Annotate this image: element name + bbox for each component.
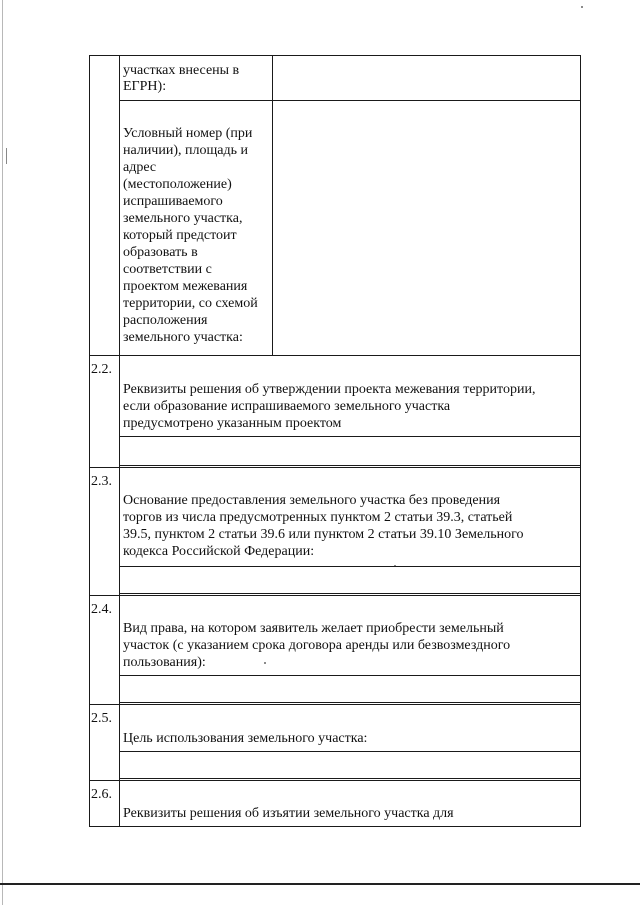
table-answer-separator — [119, 566, 581, 567]
conditional-number-label-line: расположения — [123, 313, 208, 328]
section-number: 2.6. — [91, 787, 112, 802]
table-answer-bottom — [119, 702, 581, 703]
table-divider-number-column — [119, 55, 120, 827]
scan-dot — [581, 6, 583, 8]
section-label-line: Вид права, на котором заявитель желает приобрести земельный — [123, 621, 504, 636]
conditional-number-label-line: наличии), площадь и — [123, 143, 248, 158]
continuation-label-line: ЕГРН): — [123, 79, 167, 94]
table-row-separator — [119, 100, 581, 101]
section-label-line: Цель использования земельного участка: — [123, 731, 368, 746]
section-label-line: Реквизиты решения об изъятии земельного участка для — [123, 806, 454, 821]
section-label-line: кодекса Российской Федерации: — [123, 544, 315, 559]
table-section-separator — [89, 595, 581, 596]
conditional-number-label-line: земельного участка: — [123, 330, 243, 345]
table-bottom-border — [89, 826, 581, 827]
conditional-number-label-line: который предстоит — [123, 228, 237, 243]
table-answer-separator — [119, 751, 581, 752]
table-section-separator — [89, 467, 581, 468]
conditional-number-label-line: территории, со схемой — [123, 296, 258, 311]
table-top-border — [89, 55, 581, 56]
section-label-line: предусмотрено указанным проектом — [123, 416, 342, 431]
section-label-line: участок (с указанием срока договора аренды или безвозмездного — [123, 638, 511, 653]
table-answer-bottom — [119, 465, 581, 466]
scan-edge-left — [2, 0, 3, 905]
section-number: 2.2. — [91, 362, 112, 377]
section-label-line: 39.5, пунктом 2 статьи 39.6 или пунктом 2 статьи 39.10 Земельного — [123, 527, 524, 542]
conditional-number-label-line: испрашиваемого — [123, 194, 223, 209]
conditional-number-label-line: земельного участка, — [123, 211, 243, 226]
conditional-number-label-line: соответствии с — [123, 262, 212, 277]
conditional-number-label-line: (местоположение) — [123, 177, 232, 192]
table-answer-bottom — [119, 593, 581, 594]
conditional-number-label-line: проектом межевания — [123, 279, 248, 294]
table-answer-separator — [119, 675, 581, 676]
scan-dot — [264, 662, 266, 664]
section-number: 2.5. — [91, 711, 112, 726]
table-section-separator — [89, 355, 581, 356]
scan-artifact-mark — [6, 148, 7, 164]
section-number: 2.4. — [91, 602, 112, 617]
section-label-line: Реквизиты решения об утверждении проекта межевания территории, — [123, 382, 536, 397]
table-answer-bottom — [119, 778, 581, 779]
scan-edge-bottom — [0, 883, 640, 885]
section-label-line: пользования): — [123, 655, 206, 670]
section-label-line: если образование испрашиваемого земельного участка — [123, 399, 451, 414]
table-answer-separator — [119, 436, 581, 437]
conditional-number-label-line: Условный номер (при — [123, 126, 253, 141]
section-label-line: Основание предоставления земельного участка без проведения — [123, 493, 501, 508]
table-section-separator — [89, 704, 581, 705]
conditional-number-label-line: адрес — [123, 160, 157, 175]
table-border-left — [89, 55, 90, 827]
table-border-right — [580, 55, 581, 827]
conditional-number-label-line: образовать в — [123, 245, 198, 260]
section-number: 2.3. — [91, 474, 112, 489]
continuation-label-line: участках внесены в — [123, 63, 240, 78]
section-label-line: торгов из числа предусмотренных пунктом 2 статьи 39.3, статьей — [123, 510, 513, 525]
table-section-separator — [89, 780, 581, 781]
